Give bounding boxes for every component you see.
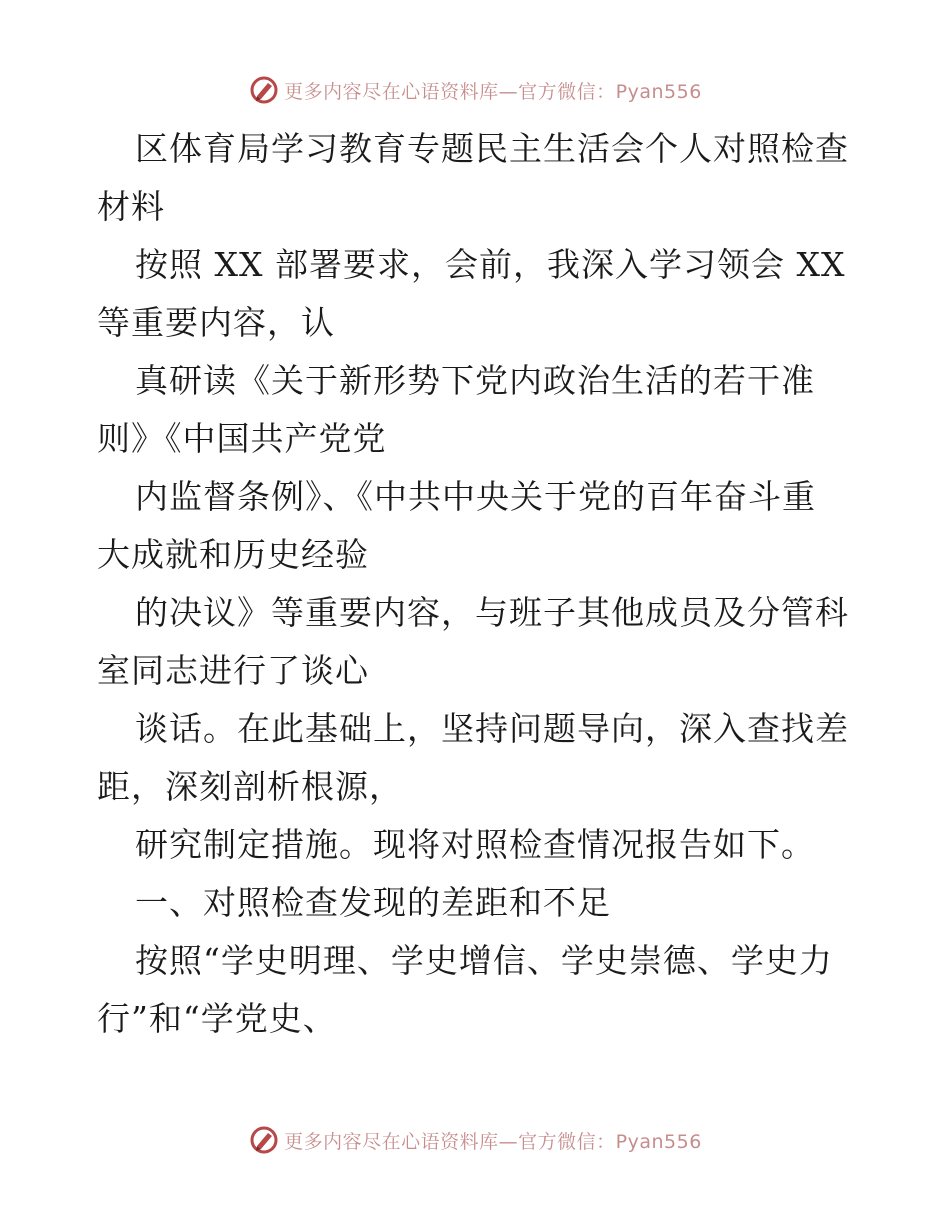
- document-body: [97, 120, 857, 1048]
- pen-circle-logo-icon: [248, 74, 280, 106]
- header-watermark-text: 更多内容尽在心语资料库—官方微信：Pyan556: [284, 80, 702, 103]
- header-watermark: [0, 70, 950, 110]
- document-line: 距，深刻剖析根源，: [97, 767, 403, 806]
- pen-circle-logo-icon: [248, 1124, 280, 1156]
- document-line: 内监督条例》、《中共中央关于党的百年奋斗重: [135, 477, 816, 516]
- section-heading: 一、对照检查发现的差距和不足: [135, 883, 611, 922]
- document-line: 行”和“学党史、: [97, 999, 337, 1038]
- footer-watermark: [0, 1120, 950, 1160]
- document-line: 按照 XX 部署要求，会前，我深入学习领会 XX: [135, 245, 846, 284]
- document-line: 区体育局学习教育专题民主生活会个人对照检查: [135, 129, 849, 168]
- document-line: 室同志进行了谈心: [97, 651, 369, 690]
- document-line: 的决议》等重要内容，与班子其他成员及分管科: [135, 593, 849, 632]
- footer-watermark-text: 更多内容尽在心语资料库—官方微信：Pyan556: [284, 1130, 702, 1153]
- document-line: 材料: [97, 187, 165, 226]
- document-line: 等重要内容，认: [97, 303, 335, 342]
- document-line: 大成就和历史经验: [97, 535, 369, 574]
- document-line: 真研读《关于新形势下党内政治生活的若干准: [135, 361, 815, 400]
- document-line: 按照“学史明理、学史增信、学史崇德、学史力: [135, 941, 833, 980]
- document-line: 研究制定措施。现将对照检查情况报告如下。: [135, 825, 815, 864]
- document-line: 谈话。在此基础上，坚持问题导向，深入查找差: [135, 709, 849, 748]
- document-line: 则》《中国共产党党: [97, 419, 387, 458]
